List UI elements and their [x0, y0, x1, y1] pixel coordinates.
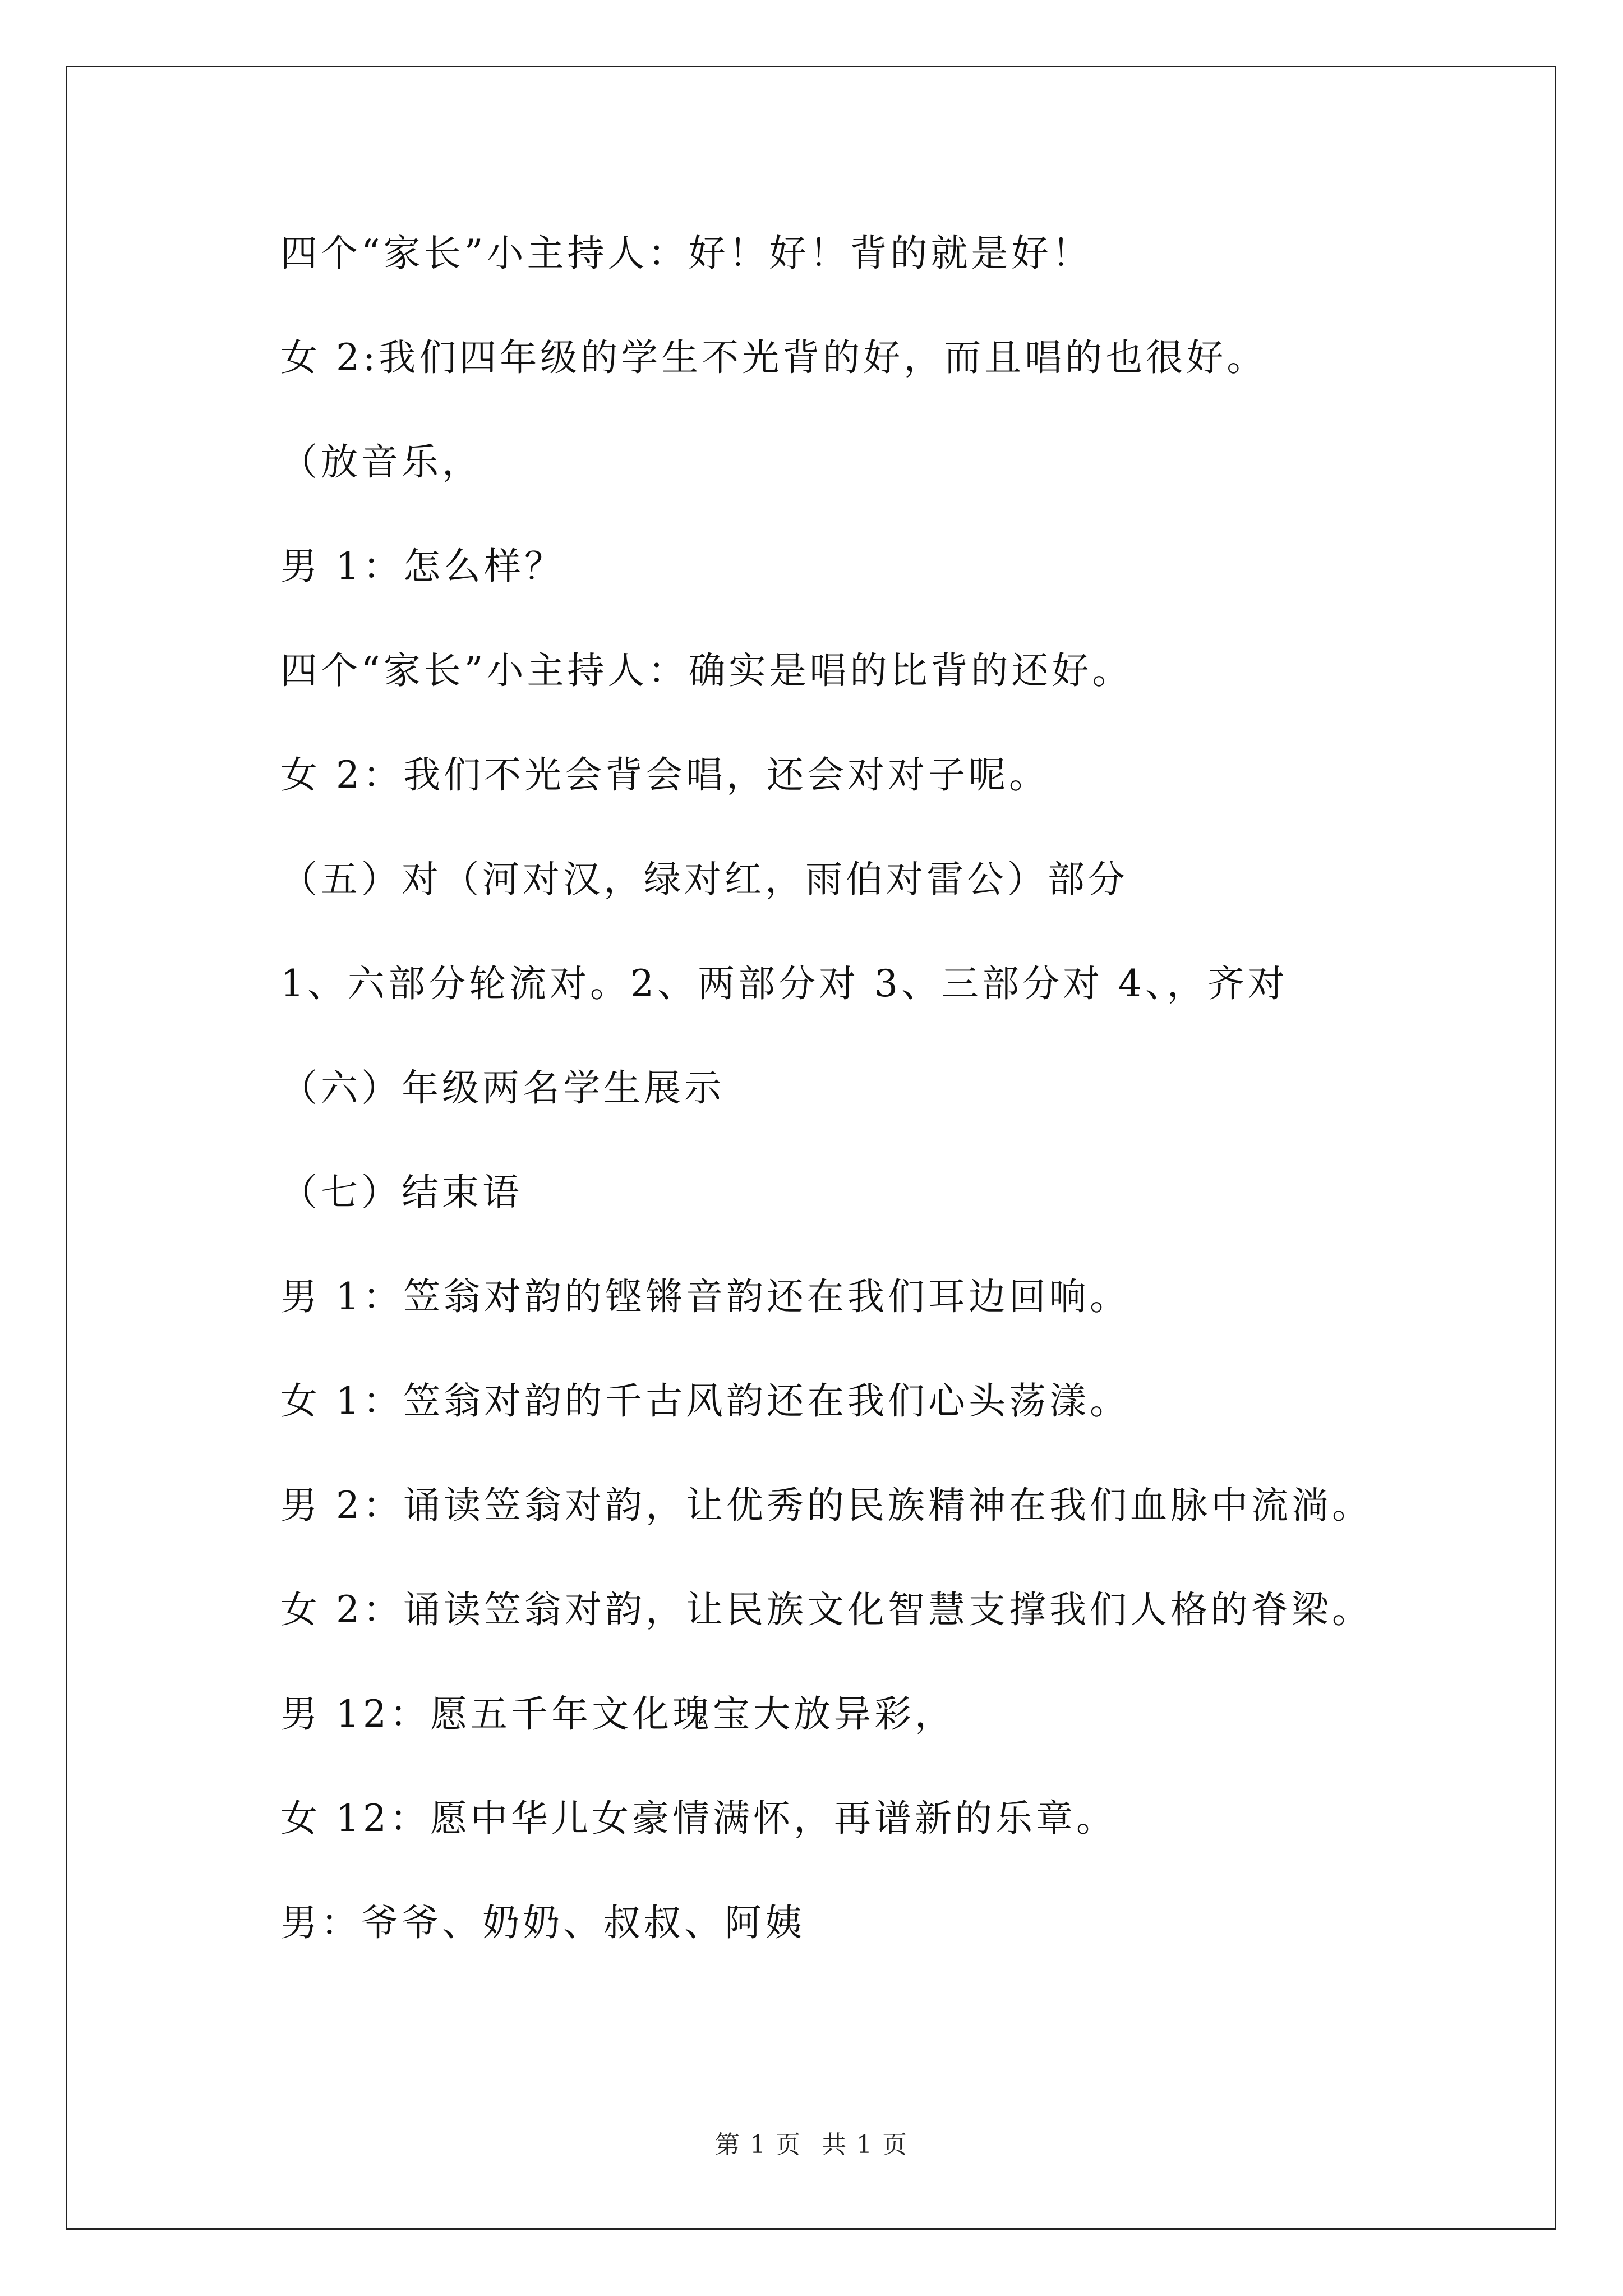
text-line: 男 1：怎么样？	[280, 545, 565, 588]
text-line: （五）对（河对汉，绿对红，雨伯对雷公）部分	[280, 858, 1128, 901]
text-line: 女 2：诵读笠翁对韵，让民族文化智慧支撑我们人格的脊梁。	[280, 1588, 1372, 1631]
text-line: 男 1：笠翁对韵的铿锵音韵还在我们耳边回响。	[280, 1275, 1130, 1318]
page-number: 第 1 页	[715, 2131, 801, 2159]
text-line: 四个“家长”小主持人：好！好！背的就是好！	[280, 232, 1092, 275]
text-line: 男：爷爷、奶奶、叔叔、阿姨	[280, 1901, 805, 1944]
text-line: 男 2：诵读笠翁对韵，让优秀的民族精神在我们血脉中流淌。	[280, 1484, 1372, 1527]
text-line: 女 1：笠翁对韵的千古风韵还在我们心头荡漾。	[280, 1379, 1130, 1423]
text-line: （放音乐，	[280, 440, 482, 484]
text-line: 女 2:我们四年级的学生不光背的好，而且唱的也很好。	[280, 336, 1267, 379]
text-line: 男 12：愿五千年文化瑰宝大放异彩，	[280, 1692, 955, 1736]
text-line: 四个“家长”小主持人：确实是唱的比背的还好。	[280, 649, 1133, 692]
page-count: 共 1 页	[822, 2131, 908, 2159]
page-footer	[0, 2129, 1623, 2161]
text-line: 1、六部分轮流对。2、两部分对 3、三部分对 4、，齐对	[280, 962, 1288, 1005]
text-line: （七）结束语	[280, 1171, 523, 1214]
text-line: （六）年级两名学生展示	[280, 1066, 725, 1110]
text-line: 女 12：愿中华儿女豪情满怀，再谱新的乐章。	[280, 1797, 1117, 1840]
text-line: 女 2：我们不光会背会唱，还会对对子呢。	[280, 753, 1049, 797]
